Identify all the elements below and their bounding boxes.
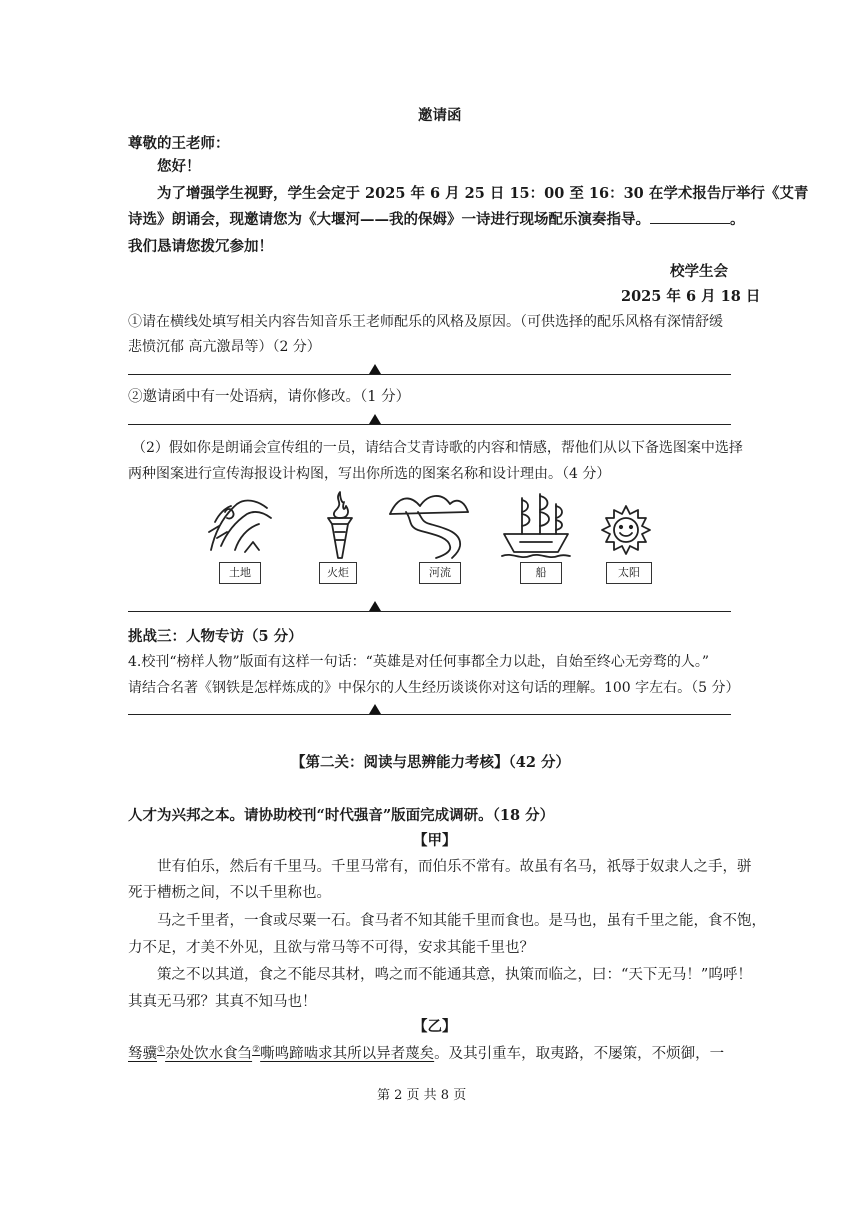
torch-label: 火炬 — [319, 562, 357, 584]
river-label: 河流 — [419, 562, 461, 584]
challenge-3-heading: 挑战三：人物专访（5 分） — [128, 628, 303, 645]
fill-blank[interactable] — [650, 211, 730, 224]
page-number: 第 2 页 共 8 页 — [377, 1088, 467, 1103]
question-4-line1: 4.校刊“榜样人物”版面有这样一句话：“英雄是对任何事都全力以赴，自始至终心无旁骛的人。” — [128, 654, 709, 670]
answer-marker — [369, 704, 381, 714]
sun-icon — [600, 504, 652, 556]
yi-underlined-b: 杂处饮水食刍 — [165, 1046, 253, 1062]
letter-title: 邀请函 — [418, 107, 462, 124]
jia-p2-line2: 力不足，才美不外见，且欲与常马等不可得，安求其能千里也？ — [128, 940, 534, 956]
jia-p1-line1: 世有伯乐，然后有千里马。千里马常有，而伯乐不常有。故虽有名马，祇辱于奴隶人之手，骈 — [157, 859, 752, 875]
jia-p2-line1: 马之千里者，一食或尽粟一石。食马者不知其能千里而食也。是马也，虽有千里之能，食不饱， — [157, 913, 766, 929]
yi-underlined-a: 驽骥 — [128, 1046, 157, 1062]
letter-body-line2-end: 。 — [730, 211, 745, 228]
question-3-line1: （2）假如你是朗诵会宣传组的一员，请结合艾青诗歌的内容和情感，帮他们从以下备选图案中选择 — [132, 440, 743, 456]
ship-icon — [500, 490, 572, 560]
answer-marker — [369, 601, 381, 611]
land-label: 土地 — [219, 562, 261, 584]
question-4-line2: 请结合名著《钢铁是怎样炼成的》中保尔的人生经历谈谈你对这句话的理解。100 字左右。（5 分） — [128, 680, 740, 696]
ship-label: 船 — [520, 562, 562, 584]
footnote-1-mark: ① — [157, 1045, 166, 1056]
torch-icon — [320, 488, 360, 562]
answer-line[interactable] — [128, 424, 731, 425]
answer-marker — [369, 414, 381, 424]
letter-body-line2-text: 诗选》朗诵会，现邀请您为《大堰河——我的保姆》一诗进行现场配乐演奏指导。 — [128, 211, 650, 228]
letter-body-line3: 我们恳请您拨冗参加！ — [128, 238, 273, 255]
question-1-line2: 悲愤沉郁 高亢激昂等）（2 分） — [128, 339, 321, 355]
land-icon — [205, 492, 277, 558]
answer-line[interactable] — [128, 714, 731, 715]
passage-jia-label: 【甲】 — [413, 832, 457, 849]
answer-line[interactable] — [128, 611, 731, 612]
question-2: ②邀请函中有一处语病，请你修改。（1 分） — [128, 389, 411, 405]
letter-greeting: 您好！ — [157, 158, 201, 175]
question-3-line2: 两种图案进行宣传海报设计构图，写出你所选的图案名称和设计理由。（4 分） — [128, 466, 611, 482]
sun-label: 太阳 — [606, 562, 652, 584]
letter-salutation: 尊敬的王老师： — [128, 135, 230, 152]
question-1-line1: ①请在横线处填写相关内容告知音乐王老师配乐的风格及原因。（可供选择的配乐风格有深情舒缓 — [128, 314, 723, 330]
letter-signature: 校学生会 — [670, 263, 728, 280]
river-icon — [388, 490, 470, 560]
jia-p3-line1: 策之不以其道，食之不能尽其材，鸣之而不能通其意，执策而临之，曰：“天下无马！”呜呼！ — [157, 967, 752, 983]
answer-marker — [369, 364, 381, 374]
answer-line[interactable] — [128, 374, 731, 375]
yi-line1-rest: 。及其引重车，取夷路，不屡策，不烦御，一 — [434, 1046, 725, 1062]
section-intro: 人才为兴邦之本。请协助校刊“时代强音”版面完成调研。（18 分） — [128, 807, 555, 824]
yi-underlined-c: 嘶鸣蹄啮求其所以异者蔑矣 — [260, 1046, 435, 1062]
footnote-2-mark: ② — [252, 1045, 261, 1056]
jia-p1-line2: 死于槽枥之间，不以千里称也。 — [128, 885, 331, 901]
passage-yi-label: 【乙】 — [413, 1018, 457, 1035]
section-heading: 【第二关：阅读与思辨能力考核】（42 分） — [291, 754, 570, 771]
letter-body-line1: 为了增强学生视野，学生会定于 2025 年 6 月 25 日 15：00 至 16：30 在学术报告厅举行《艾青 — [157, 185, 809, 202]
letter-body-line2 — [128, 208, 745, 229]
letter-date: 2025 年 6 月 18 日 — [621, 288, 761, 305]
yi-line1 — [128, 1042, 724, 1063]
jia-p3-line2: 其真无马邪？其真不知马也！ — [128, 994, 317, 1010]
